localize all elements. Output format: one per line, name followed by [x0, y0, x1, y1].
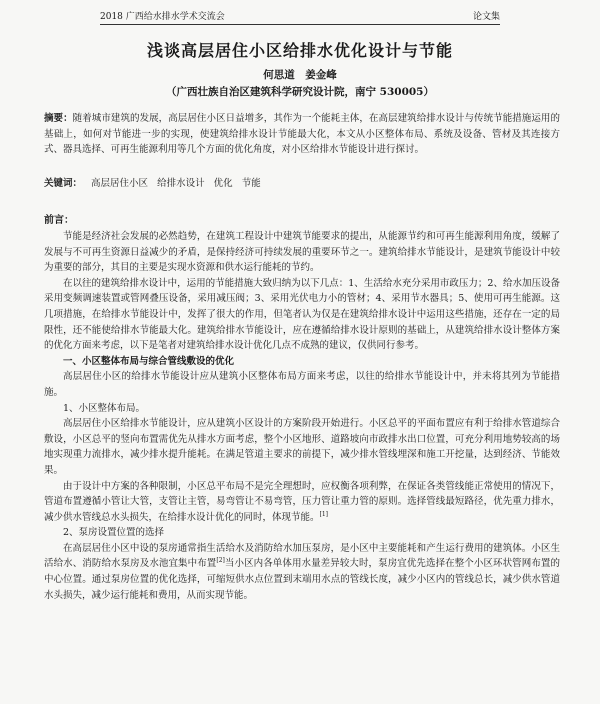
subsection-heading: 2、泵房设置位置的选择 — [63, 527, 165, 539]
abstract-text: 随着城市建筑的发展，高层居住小区日益增多，其作为一个能耗主体，在高层建筑给排水设计与传统节能措施运用的基础上，如何对节能进一步的实现，使建筑给排水设计节能最大化，本文从小区整体布局、系统及设备、管材及其连接方式、器具选择、可再生能源利用等几个方面的优化角度，对小区给排水节能设计进行探讨。 — [44, 113, 560, 155]
abstract-label: 摘要： — [44, 113, 73, 124]
paragraph-text: 由于设计中方案的各种限制，小区总平布局不是完全理想时，应权衡各项利弊，在保证各类管线能正常使用的情况下，管道布置遵循小管让大管，支管让主管，易弯管让不易弯管，压力管让重力管的原则。选择管线最短路径，优先重力排水，减少供水管线总水头损失，在给排水设计优化的同时，体现节能。 — [44, 480, 560, 523]
paper-affiliation: （广西壮族自治区建筑科学研究设计院，南宁 530005） — [166, 86, 434, 98]
subsection-heading: 1、小区整体布局。 — [63, 402, 146, 414]
citation: [2] — [216, 557, 225, 565]
keyword: 节能 — [241, 178, 261, 189]
keyword: 给排水设计 — [157, 178, 205, 189]
section-heading: 一、小区整体布局与综合管线敷设的优化 — [63, 355, 235, 367]
keywords-label: 关键词： — [44, 178, 83, 189]
header-conference: 2018 广西给水排水学术交流会 — [100, 11, 225, 22]
paragraph: 高层居住小区给排水节能设计，应从建筑小区设计的方案阶段开始进行。小区总平的平面布置应有利于给排水管道综合敷设，小区总平的竖向布置需优先从排水方面考虑，整个小区地形、道路坡向市政排水出口位置，可充分利用地势较高的场地实现重力流排水，减少排水提升能耗。在满足管道主要求的前提下，减少排水管线埋深和施工开挖量，达到经济、节能效果。 — [44, 418, 560, 476]
preface-heading: 前言： — [44, 215, 74, 226]
paragraph: 节能是经济社会发展的必然趋势，在建筑工程设计中建筑节能要求的提出，从能源节约和可再生能源利用角度，缓解了发展与不可再生资源日益减少的矛盾，是保持经济可持续发展的重要环节之一。建筑给排水节能设计，是建筑节能设计中较为重要的部分，其目的主要是实现水资源和供水运行能耗的节约。 — [44, 231, 560, 274]
keyword: 高层居住小区 — [91, 178, 149, 189]
keyword: 优化 — [213, 178, 233, 189]
paragraph-text: 在高层居住小区中设的泵房通常指生活给水及消防给水加压泵房，是小区中主要能耗和产生运行费用的建筑体。小区生活给水、消防给水泵房及水池宜集中布置 — [44, 542, 560, 570]
paper-authors: 何思道 姜金峰 — [263, 69, 337, 81]
paragraph — [44, 479, 560, 526]
abstract — [44, 111, 560, 158]
paper-title: 浅谈高层居住小区给排水优化设计与节能 — [146, 41, 453, 60]
paragraph: 高层居住小区的给排水节能设计应从建筑小区整体布局方面来考虑，以往的给排水节能设计中，并未将其列为节能措施。 — [44, 371, 560, 398]
paragraph: 在以往的建筑给排水设计中，运用的节能措施大致归纳为以下几点：1、生活给水充分采用市政压力；2、给水加压设备采用变频调速装置或管网叠压设备，采用减压阀；3、采用光伏电力小的管材；4、采用节水器具；5、使用可再生能源。这几项措施，在给排水节能设计中，发挥了很大的作用，但笔者认为仅是在建筑给排水设计中运用这些措施，还存在一定的局限性，还不能使给排水节能最大化。建筑给排水节能设计，应在遵循给排水设计原则的基础上，从建筑给排水设计整体方案的优化方面来考虑，以下是笔者对建筑给排水设计优化几点不成熟的建议，仅供同行参考。 — [44, 277, 560, 352]
running-header — [100, 6, 500, 25]
paragraph — [44, 541, 560, 603]
paragraph-text: 当小区内各单体用水量差异较大时，泵房宜优先选择在整个小区环状管网布置的中心位置。通过泵房位置的优化选择，可缩短供水点位置到末端用水点的管线长度，减少小区内的管线总长，减少供水管道水头损失，减少运行能耗和费用，从而实现节能。 — [44, 558, 560, 601]
citation: [1] — [319, 510, 329, 518]
header-proceedings: 论文集 — [472, 11, 500, 22]
keywords — [44, 176, 560, 192]
body-text — [44, 229, 560, 603]
